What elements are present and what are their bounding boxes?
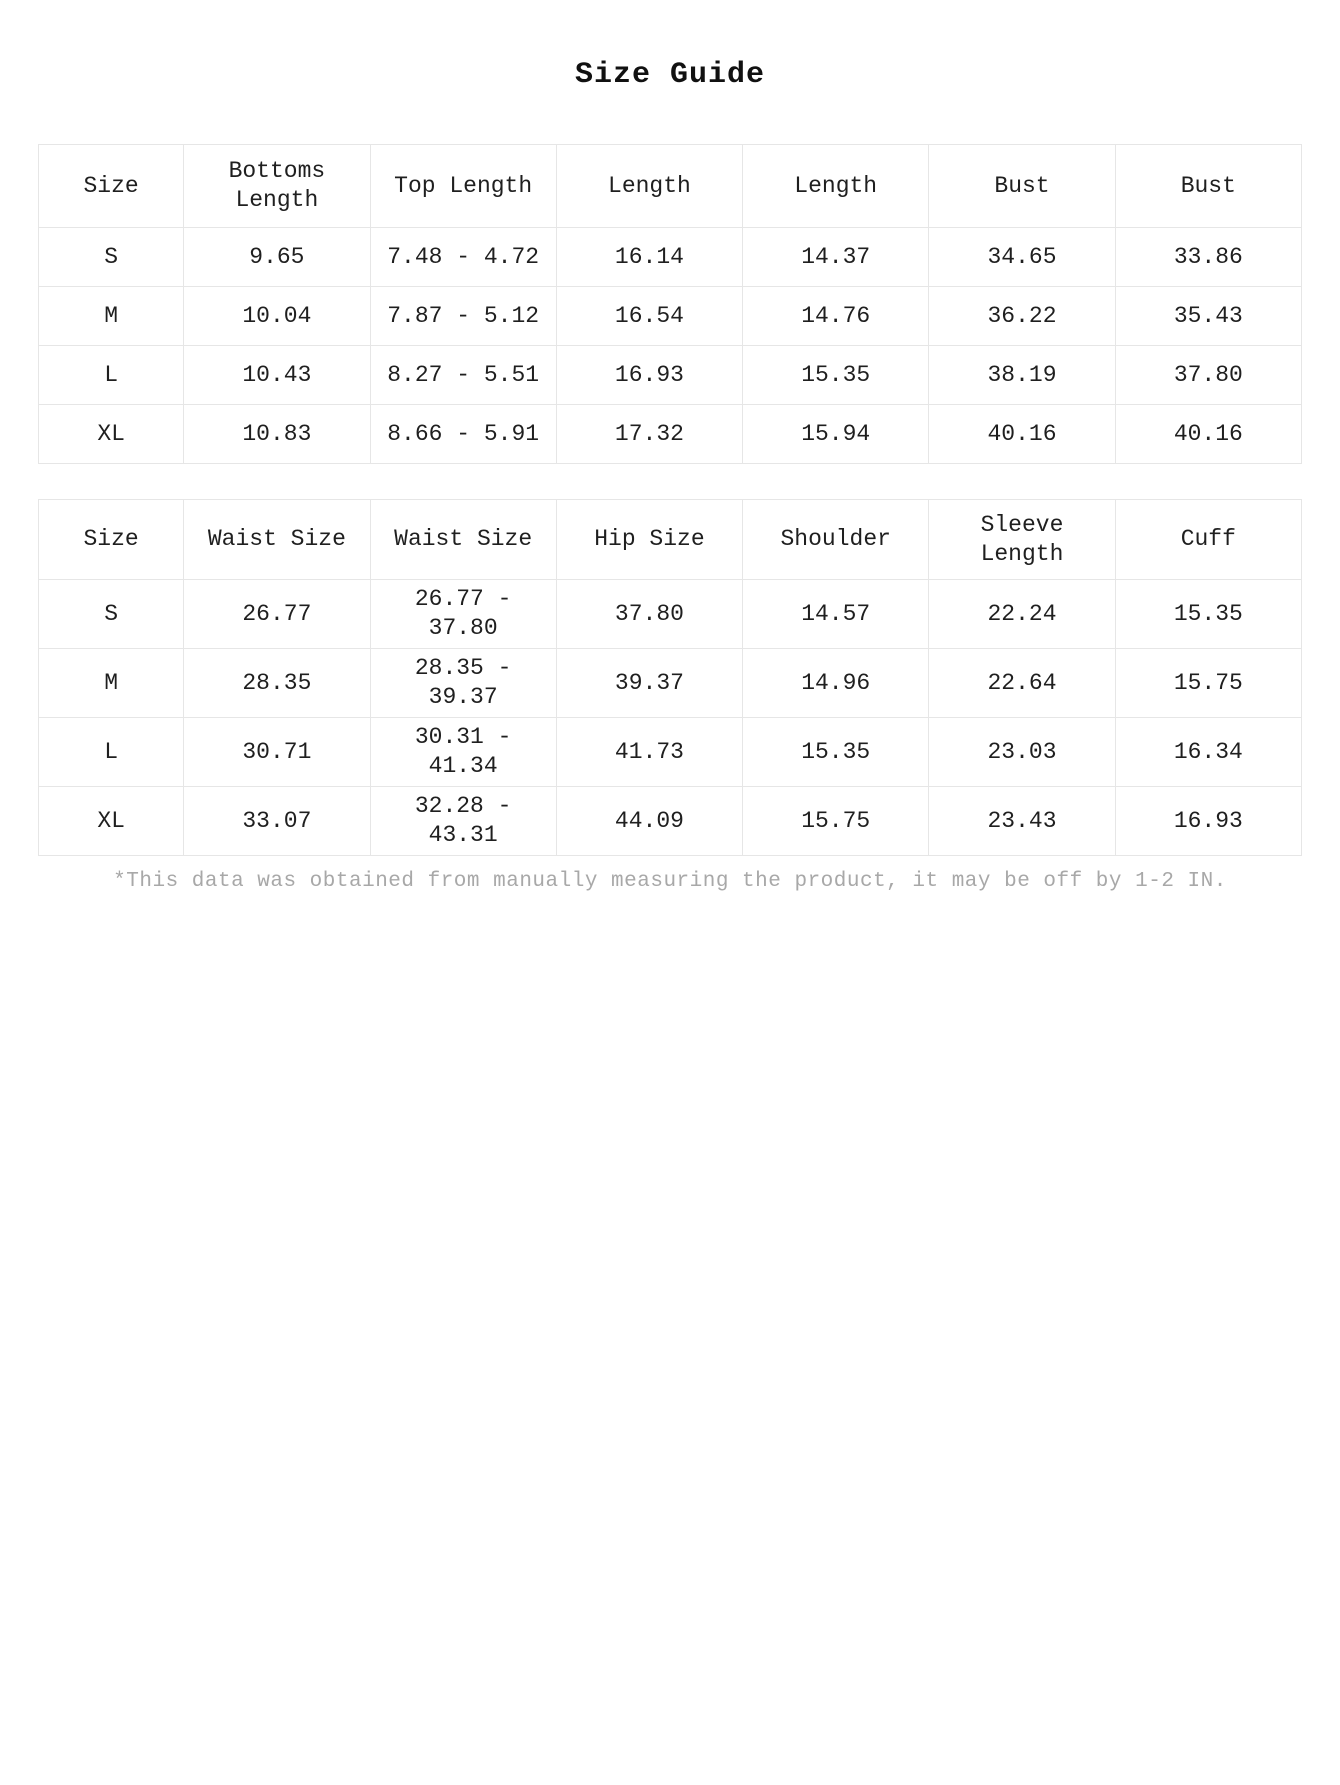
measurement-cell: 15.35 [743, 346, 929, 405]
column-header: Bust [1115, 145, 1301, 228]
size-cell: S [39, 580, 184, 649]
measurement-cell: 14.76 [743, 287, 929, 346]
column-header: Sleeve Length [929, 500, 1115, 580]
measurement-cell: 34.65 [929, 228, 1115, 287]
size-cell: M [39, 649, 184, 718]
table-row [39, 287, 1302, 346]
size-cell: XL [39, 787, 184, 856]
table-row [39, 346, 1302, 405]
header-row [39, 500, 1302, 580]
measurement-cell: 39.37 [556, 649, 742, 718]
measurement-cell: 7.87 - 5.12 [370, 287, 556, 346]
measurement-cell: 15.35 [1115, 580, 1301, 649]
measurement-cell: 14.37 [743, 228, 929, 287]
measurement-cell: 10.04 [184, 287, 370, 346]
measurement-cell: 17.32 [556, 405, 742, 464]
table-header [39, 500, 1302, 580]
table-row [39, 787, 1302, 856]
column-header: Size [39, 145, 184, 228]
measurement-cell: 41.73 [556, 718, 742, 787]
measurement-cell: 22.64 [929, 649, 1115, 718]
size-cell: S [39, 228, 184, 287]
measurement-cell: 16.34 [1115, 718, 1301, 787]
measurement-cell: 36.22 [929, 287, 1115, 346]
measurement-cell: 37.80 [1115, 346, 1301, 405]
column-header: Bust [929, 145, 1115, 228]
measurement-cell: 35.43 [1115, 287, 1301, 346]
column-header: Length [743, 145, 929, 228]
measurement-cell: 40.16 [1115, 405, 1301, 464]
measurement-cell: 33.86 [1115, 228, 1301, 287]
measurement-cell: 16.93 [1115, 787, 1301, 856]
measurement-cell: 16.14 [556, 228, 742, 287]
measurement-cell: 7.48 - 4.72 [370, 228, 556, 287]
measurement-cell: 10.43 [184, 346, 370, 405]
column-header: Length [556, 145, 742, 228]
measurement-cell: 14.96 [743, 649, 929, 718]
measurement-cell: 32.28 - 43.31 [370, 787, 556, 856]
measurement-cell: 9.65 [184, 228, 370, 287]
table-row [39, 228, 1302, 287]
column-header: Size [39, 500, 184, 580]
table-row [39, 718, 1302, 787]
column-header: Hip Size [556, 500, 742, 580]
column-header: Waist Size [370, 500, 556, 580]
measurement-cell: 16.93 [556, 346, 742, 405]
table-header [39, 145, 1302, 228]
measurement-cell: 26.77 [184, 580, 370, 649]
measurement-cell: 16.54 [556, 287, 742, 346]
measurement-cell: 37.80 [556, 580, 742, 649]
measurement-cell: 14.57 [743, 580, 929, 649]
measurement-cell: 28.35 - 39.37 [370, 649, 556, 718]
table-body [39, 228, 1302, 464]
column-header: Top Length [370, 145, 556, 228]
table-row [39, 580, 1302, 649]
table-body [39, 580, 1302, 856]
measurement-cell: 26.77 - 37.80 [370, 580, 556, 649]
measurement-cell: 22.24 [929, 580, 1115, 649]
size-cell: XL [39, 405, 184, 464]
size-table-bottom [38, 499, 1302, 856]
measurement-cell: 44.09 [556, 787, 742, 856]
measurement-cell: 40.16 [929, 405, 1115, 464]
size-table-top [38, 144, 1302, 464]
measurement-cell: 8.27 - 5.51 [370, 346, 556, 405]
measurement-cell: 10.83 [184, 405, 370, 464]
measurement-cell: 15.94 [743, 405, 929, 464]
column-header: Shoulder [743, 500, 929, 580]
measurement-cell: 15.75 [1115, 649, 1301, 718]
header-row [39, 145, 1302, 228]
size-cell: L [39, 718, 184, 787]
column-header: Waist Size [184, 500, 370, 580]
size-cell: M [39, 287, 184, 346]
size-cell: L [39, 346, 184, 405]
table-row [39, 405, 1302, 464]
measurement-cell: 28.35 [184, 649, 370, 718]
measurement-cell: 23.03 [929, 718, 1115, 787]
measurement-disclaimer: *This data was obtained from manually measuring the product, it may be off by 1-2 IN. [113, 870, 1227, 893]
measurement-cell: 33.07 [184, 787, 370, 856]
measurement-cell: 30.31 - 41.34 [370, 718, 556, 787]
column-header: Bottoms Length [184, 145, 370, 228]
column-header: Cuff [1115, 500, 1301, 580]
table-row [39, 649, 1302, 718]
measurement-cell: 8.66 - 5.91 [370, 405, 556, 464]
page-title: Size Guide [574, 58, 766, 92]
measurement-cell: 15.35 [743, 718, 929, 787]
measurement-cell: 15.75 [743, 787, 929, 856]
measurement-cell: 38.19 [929, 346, 1115, 405]
measurement-cell: 23.43 [929, 787, 1115, 856]
table-divider-gap [38, 464, 1302, 499]
measurement-cell: 30.71 [184, 718, 370, 787]
